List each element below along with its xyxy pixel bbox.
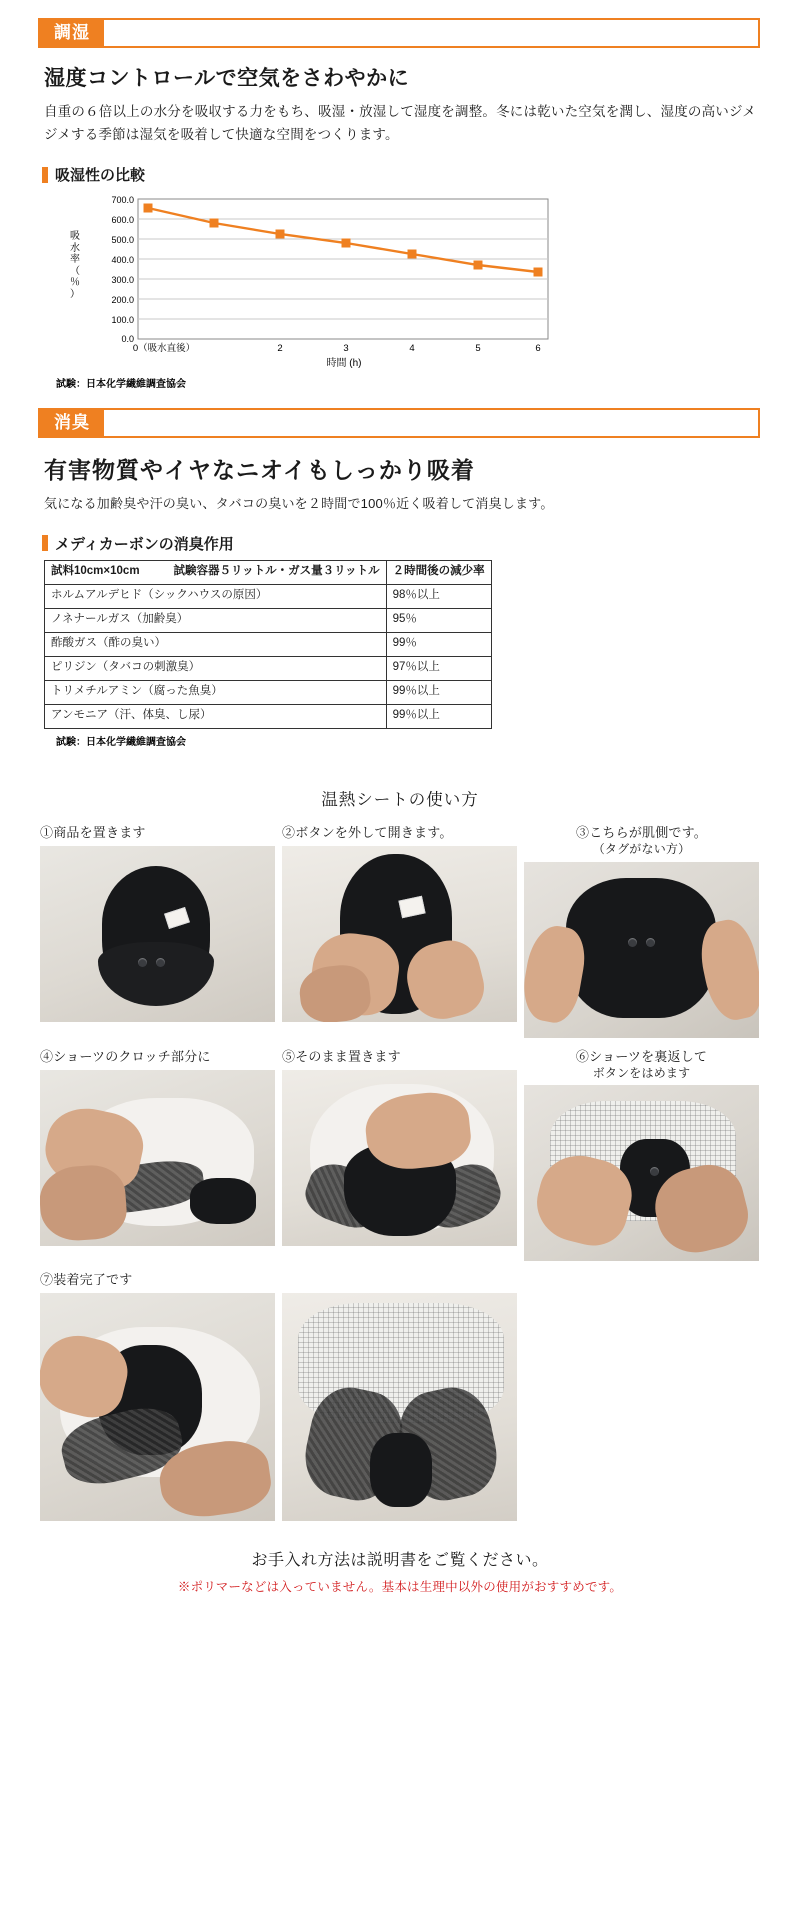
usage-step-1-caption: ①商品を置きます [40, 824, 146, 840]
usage-step-5-caption: ⑤そのまま置きます [282, 1048, 401, 1064]
usage-step-7-spacer [524, 1271, 759, 1521]
svg-text:3: 3 [343, 343, 349, 355]
usage-step-5-photo [282, 1070, 517, 1246]
usage-step-2-caption: ②ボタンを外して開きます。 [282, 824, 453, 840]
footer-care-note: お手入れ方法は説明書をご覧ください。 [251, 1552, 549, 1570]
table-header-row [45, 560, 492, 584]
table-cell-name: ノネナールガス（加齢臭） [45, 608, 387, 632]
table-cell-value: 99％以上 [386, 704, 491, 728]
usage-step-4-caption: ④ショーツのクロッチ部分に [40, 1048, 211, 1064]
usage-step-2 [282, 824, 517, 1038]
empty-slot [524, 1293, 759, 1521]
usage-step-6 [524, 1048, 759, 1262]
usage-steps-grid [40, 824, 760, 1531]
usage-step-4-photo [40, 1070, 275, 1246]
svg-text:700.0: 700.0 [111, 195, 134, 206]
table-header-sample-b: 試験容器５リットル・ガス量３リットル [173, 565, 380, 578]
section-tab-label-2: 消臭 [38, 408, 104, 438]
table-cell-value: 97％以上 [386, 656, 491, 680]
bar-marker-icon [42, 167, 48, 183]
subheading-absorption-chart [42, 164, 760, 185]
table-header-sample [45, 560, 387, 584]
usage-step-1 [40, 824, 275, 1038]
svg-text:400.0: 400.0 [111, 255, 134, 266]
usage-section-title: 温熱シートの使い方 [321, 790, 479, 809]
usage-step-7-caption-blank [282, 1271, 517, 1289]
svg-text:6: 6 [535, 343, 541, 355]
usage-step-3-caption-sub: （タグがない方） [592, 842, 691, 857]
svg-text:200.0: 200.0 [111, 295, 134, 306]
table-row [45, 704, 492, 728]
usage-step-6-photo [524, 1085, 759, 1261]
svg-text:300.0: 300.0 [111, 275, 134, 286]
svg-text:100.0: 100.0 [111, 315, 134, 326]
subheading-label-2: メディカーボンの消臭作用 [55, 535, 234, 553]
usage-step-4 [40, 1048, 275, 1262]
chart-svg [86, 191, 564, 371]
table-header-sample-a: 試料10cm×10cm [51, 565, 140, 578]
table-row [45, 632, 492, 656]
svg-text:2: 2 [277, 343, 283, 355]
subheading-label: 吸湿性の比較 [55, 167, 146, 185]
table-row [45, 608, 492, 632]
body-text-deodorize: 気になる加齢臭や汗の臭い、タバコの臭いを２時間で100％近く吸着して消臭します。 [44, 496, 554, 512]
usage-step-2-photo [282, 846, 517, 1022]
usage-step-3-caption [524, 824, 759, 858]
usage-step-7 [40, 1271, 275, 1521]
usage-step-7-photo-a [40, 1293, 275, 1521]
svg-text:600.0: 600.0 [111, 215, 134, 226]
bar-marker-icon-2 [42, 535, 48, 551]
svg-text:0（吸水直後）: 0（吸水直後） [132, 343, 196, 355]
usage-step-7-extra [282, 1271, 517, 1521]
chart-absorption-comparison [64, 191, 564, 371]
usage-step-7-photo-b [282, 1293, 517, 1521]
body-text-humidity: 自重の６倍以上の水分を吸収する力をもち、吸湿・放湿して湿度を調整。冬には乾いた空気を潤し、湿度の高いジメジメする季節は湿気を吸着して快適な空間をつくります。 [44, 104, 756, 143]
page-title-humidity: 湿度コントロールで空気をさわやかに [44, 67, 410, 90]
table-cell-value: 98％以上 [386, 584, 491, 608]
chart-y-axis-label: 吸 水 率 （ ％ ） [70, 231, 80, 300]
table-cell-name: アンモニア（汗、体臭、し尿） [45, 704, 387, 728]
table-odor-reduction [44, 560, 492, 729]
document-page [0, 18, 800, 1595]
usage-step-7-caption: ⑦装着完了です [40, 1272, 133, 1288]
usage-step-6-caption-main: ⑥ショーツを裏返して [575, 1048, 708, 1064]
usage-step-7-caption-blank-2 [524, 1271, 759, 1289]
table-cell-name: トリメチルアミン（腐った魚臭） [45, 680, 387, 704]
usage-step-1-photo [40, 846, 275, 1022]
footer-warning-note: ※ポリマーなどは入っていません。基本は生理中以外の使用がおすすめです。 [177, 1580, 623, 1595]
table-row [45, 584, 492, 608]
svg-text:4: 4 [409, 343, 415, 355]
svg-text:500.0: 500.0 [111, 235, 134, 246]
page-title-deodorize: 有害物質やイヤなニオイもしっかり吸着 [44, 458, 475, 484]
table-row [45, 680, 492, 704]
table-source-note: 試験：日本化学繊維調査協会 [56, 736, 186, 748]
usage-step-3-caption-main: ③こちらが肌側です。 [576, 824, 707, 840]
table-cell-name: ピリジン（タバコの刺激臭） [45, 656, 387, 680]
section-header-humidity [40, 18, 760, 48]
table-cell-name: 酢酸ガス（酢の臭い） [45, 632, 387, 656]
svg-text:5: 5 [475, 343, 481, 355]
svg-text:時間 (h): 時間 (h) [326, 358, 362, 370]
footer [40, 1547, 760, 1595]
usage-step-3-photo [524, 862, 759, 1038]
section-tab-label: 調湿 [38, 18, 104, 48]
table-cell-value: 95％ [386, 608, 491, 632]
table-cell-value: 99％以上 [386, 680, 491, 704]
table-header-reduction: ２時間後の減少率 [386, 560, 491, 584]
svg-text:0.0: 0.0 [121, 334, 134, 345]
usage-step-6-caption-sub: ボタンをはめます [592, 1066, 691, 1081]
table-cell-value: 99％ [386, 632, 491, 656]
usage-step-5 [282, 1048, 517, 1262]
chart-source-note: 試験：日本化学繊維調査協会 [56, 379, 186, 391]
usage-step-6-caption [524, 1048, 759, 1082]
subheading-odor-table [42, 533, 760, 554]
table-row [45, 656, 492, 680]
table-cell-name: ホルムアルデヒド（シックハウスの原因） [45, 584, 387, 608]
usage-step-3 [524, 824, 759, 1038]
section-header-deodorize [40, 408, 760, 438]
